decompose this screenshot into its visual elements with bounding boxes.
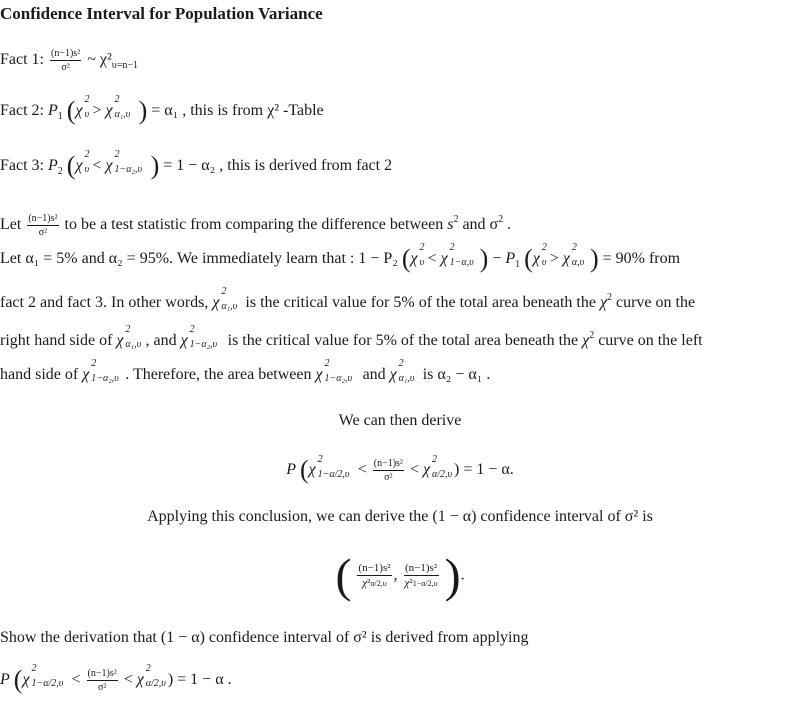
probability-equation: P (χ 2 1−α/2,υ < $\frac{\text{(n−1)s²}}{\text{σ²}}$ < χ 2 α/2,υ ) = 1 − α. [286,454,514,485]
fact-1-distribution: ~ χ² [87,51,112,69]
apply-text: Applying this conclusion, we can derive the (1 − α) confidence interval of σ² is [147,508,653,525]
fact-3: Fact 3: $P_2$ (χ 2 υ < χ 2 1−α₂,υ ) = 1 − α₂ , this is derived from fact 2 [0,149,393,180]
fact-1 [0,48,138,76]
fact-2: Fact 2: $P_1$ (χ 2 υ > χ 2 α₁,υ ) = α₁ , this is from χ² -Table [0,94,324,125]
paragraph-line-3: fact 2 and fact 3. In other words, χ 2 α₁,υ is the critical value for 5% of the total area beneath the $\chi^2$ curve on the [0,286,696,312]
fact-2-label: Fact 2: [0,102,44,119]
fact-2-text: = α₁ , this is from χ² -Table [151,102,324,119]
document-title: Confidence Interval for Population Variance [0,4,323,23]
fact-3-label: Fact 3: [0,157,44,174]
fact-3-text: = 1 − α₂ , this is derived from fact 2 [163,157,393,174]
paragraph-line-5: hand side of χ 2 1−α₂,υ . Therefore, the area between χ 2 1−α₂,υ and χ 2 α₁,υ is α₂ − α₁ . [0,358,491,384]
fact-1-fraction: $\frac{\text{(n−1)s²}}{\text{σ²}}$ [51,48,81,73]
question-text: Show the derivation that (1 − α) confidence interval of σ² is derived from applying [0,629,529,646]
paragraph-line-2: Let α₁ = 5% and α₂ = 95%. We immediately learn that : 1 − P₂ (χ 2 υ < χ 2 1−α,υ ) − $P_1$ (χ 2 υ > χ 2 α,υ ) = 90% from [0,242,681,273]
fact-1-label: Fact 1: [0,51,44,69]
final-equation: P (χ 2 1−α/2,υ < $\frac{\text{(n−1)s²}}{\text{σ²}}$ < χ 2 α/2,υ ) = 1 − α . [0,663,232,695]
paragraph-line-4: right hand side of χ 2 α₁,υ , and χ 2 1−α₂,υ is the critical value for 5% of the total area beneath the $\chi^2$ curve on the left [0,324,703,350]
confidence-interval-expression: ( $\frac{\text{(n−1)s²}}{\text{χ²α/2,υ}}$ , $\frac{\text{(n−1)s²}}{\text{χ²1−α/2,υ}}$ ). [335,549,465,603]
paragraph-line-1: Let $\frac{\text{(n−1)s²}}{\text{σ²}}$ to be a test statistic from comparing the difference between $s^2$ and $\sigma^2$ . [0,212,512,238]
derive-text: We can then derive [338,412,462,429]
fact-1-dof: υ=n−1 [111,60,138,72]
